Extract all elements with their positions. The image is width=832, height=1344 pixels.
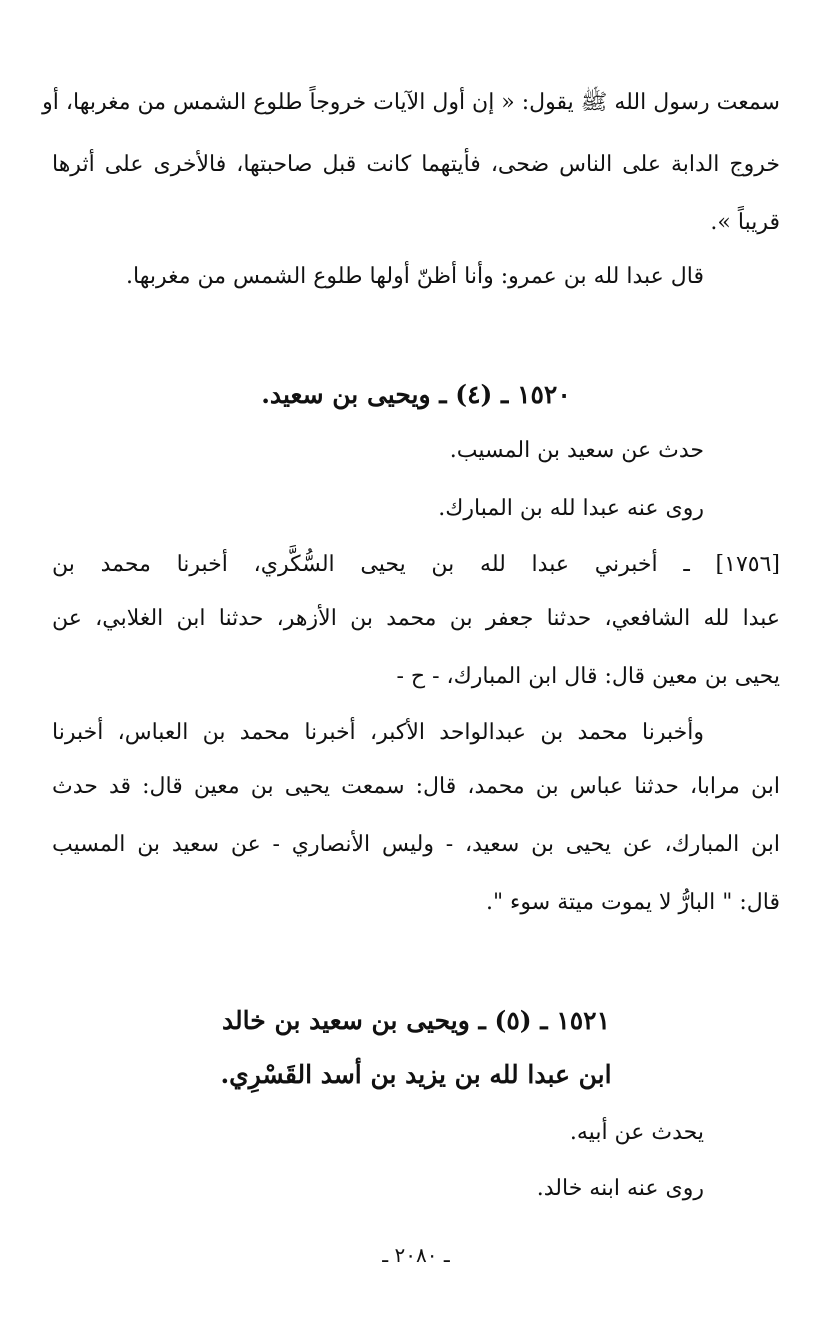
- intro-line-4: قال عبدا لله بن عمرو: وأنا أظنّ أولها طلوع الشمس من مغربها.: [126, 264, 704, 289]
- entry-1520-line-8: ابن المبارك، عن يحيى بن سعيد، - وليس الأنصاري - عن سعيد بن المسيب: [52, 832, 780, 857]
- intro-line-2: خروج الدابة على الناس ضحى، فأيتهما كانت قبل صاحبتها، فالأخرى على أثرها: [52, 152, 780, 177]
- entry-1521-heading-line-2: ابن عبدا لله بن يزيد بن أسد القَسْرِي.: [220, 1060, 612, 1089]
- entry-1521-heading-line-1: ١٥٢١ ـ (٥) ـ ويحيى بن سعيد بن خالد: [221, 1006, 611, 1035]
- entry-1520-line-5: يحيى بن معين قال: قال ابن المبارك، - ح -: [396, 664, 780, 689]
- entry-1520-line-1: حدث عن سعيد بن المسيب.: [449, 438, 704, 463]
- entry-1520-line-2: روى عنه عبدا لله بن المبارك.: [438, 496, 704, 521]
- entry-1520-line-3: [١٧٥٦] ـ أخبرني عبدا لله بن يحيى السُّكَّري، أخبرنا محمد بن: [52, 552, 780, 577]
- entry-1520-line-7: ابن مرابا، حدثنا عباس بن محمد، قال: سمعت يحيى بن معين قال: قد حدث: [52, 774, 780, 799]
- page-number: ـ ٢٠٨٠ ـ: [382, 1243, 450, 1267]
- entry-1520-line-9: قال: " البارُّ لا يموت ميتة سوء ".: [485, 890, 780, 915]
- entry-1520-line-6: وأخبرنا محمد بن عبدالواحد الأكبر، أخبرنا محمد بن العباس، أخبرنا: [52, 720, 704, 745]
- intro-line-1: سمعت رسول الله ﷺ يقول: « إن أول الآيات خروجاً طلوع الشمس من مغربها، أو: [42, 90, 780, 115]
- entry-1521-line-1: يحدث عن أبيه.: [569, 1120, 704, 1145]
- entry-1521-line-2: روى عنه ابنه خالد.: [536, 1176, 704, 1201]
- entry-1520-line-4: عبدا لله الشافعي، حدثنا جعفر بن محمد بن الأزهر، حدثنا ابن الغلابي، عن: [52, 606, 780, 631]
- entry-1520-heading: ١٥٢٠ ـ (٤) ـ ويحيى بن سعيد.: [261, 380, 571, 409]
- intro-line-3: قريباً ».: [710, 210, 780, 235]
